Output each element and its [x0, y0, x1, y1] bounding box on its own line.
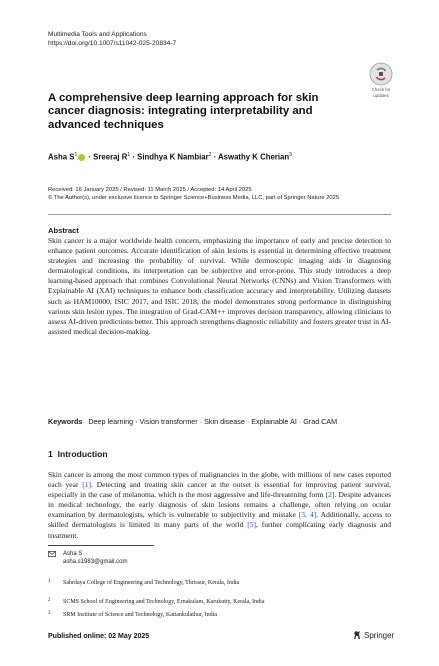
citation-link[interactable]: [2] — [325, 490, 335, 500]
citation-link[interactable]: [3, 4] — [298, 510, 317, 520]
keyword-separator: · — [244, 417, 252, 426]
doi-link[interactable]: https://doi.org/10.1007/s11042-025-20834-7 — [48, 40, 177, 47]
intro-text-segment: Skin cancer is among the most common types of malignancies in the globe, with millions of new cases reported each year — [48, 470, 391, 490]
affiliation-text: Sahrdaya College of Engineering and Technology, Thrissur, Kerala, India — [63, 580, 240, 586]
intro-text-segment: , further complicating early diagnosis and treatment. — [48, 520, 391, 540]
keywords-list — [88, 417, 337, 426]
paper-title: A comprehensive deep learning approach for skin cancer diagnosis: integrating interpretability and advanced techniques — [48, 92, 319, 131]
keyword: Skin disease — [204, 417, 245, 426]
keyword-separator: · — [296, 417, 304, 426]
author-affiliation-mark: 1 — [127, 152, 131, 158]
history-dates: Received: 16 January 2025 / Revised: 11 March 2025 / Accepted: 14 April 2025 — [48, 187, 252, 193]
footnote-divider — [48, 545, 154, 546]
author-affiliation-mark: 1 — [74, 152, 78, 158]
publisher-name: Springer — [364, 631, 395, 640]
abstract-text: Skin cancer is a major worldwide health concern, emphasizing the importance of early and precise detection to enhance patient outcomes. Accurate identification of skin lesions is essential in determining effective treatment strategies and increasing the probability of survival. While dermoscopic imaging aids in diagnosing dermatological conditions, its interpretation can be subjective and error-prone. This study introduces a deep learning-based approach that combines Convolutional Neural Networks (CNNs) and Vision Transformers with Explainable AI (XAI) techniques to enhance both classification accuracy and interpretability. Utilizing datasets such as HAM10000, ISIC 2017, and ISIC 2018, the model demonstrates strong performance in distinguishing various skin lesion types. The integration of Grad-CAM++ improves decision transparency, allowing clinicians to assess AI-driven predictions better. This approach strengthens diagnostic reliability and fosters greater trust in AI-assisted medical decision-making. — [48, 236, 391, 336]
affiliation-number: 3 — [48, 611, 51, 616]
affiliation-number: 1 — [48, 579, 51, 584]
citation-link[interactable]: [1] — [82, 480, 92, 490]
corresponding-email[interactable]: asha.s1983@gmail.com — [63, 559, 128, 565]
keywords-label: Keywords — [48, 417, 83, 426]
author-separator: · — [130, 152, 138, 162]
orcid-icon[interactable] — [78, 154, 85, 161]
affiliation-text: SRM Institute of Science and Technology, Kattankulathur, India — [63, 612, 217, 618]
affiliation-number: 2 — [48, 598, 51, 603]
publisher-logo — [352, 630, 394, 640]
corresponding-name: Asha S — [63, 551, 83, 557]
intro-text-segment: . Despite advances in medical technology, the early diagnosis of skin lesions remains a challenge, often relying on ocular examination by dermatologists, which is vulnerable to subjectivity and mistake — [48, 490, 391, 520]
citation-link[interactable]: [5] — [247, 520, 256, 530]
author-name[interactable]: Sindhya K Nambiar — [137, 152, 209, 162]
badge-label-2: updates — [373, 93, 389, 98]
abstract-heading: Abstract — [48, 226, 79, 235]
envelope-icon — [48, 551, 56, 557]
affiliation-text: SCMS School of Engineering and Technology, Ernakulam, Karukutty, Kerala, India — [63, 599, 265, 605]
section-title: Introduction — [57, 449, 108, 459]
section-heading — [48, 449, 108, 459]
keywords — [48, 417, 391, 426]
author-name[interactable]: Sreeraj R — [93, 152, 128, 162]
intro-text-segment: . Additionally, access to skilled dermatologists is limited in many parts of the world — [48, 510, 392, 530]
author-name[interactable]: Asha S — [48, 152, 75, 162]
keyword: Deep learning — [88, 417, 134, 426]
check-for-updates-badge[interactable] — [364, 62, 398, 98]
keyword: Grad CAM — [303, 417, 338, 426]
article-dates — [48, 186, 339, 203]
corresponding-author — [48, 550, 127, 566]
author-affiliation-mark: 3 — [289, 152, 292, 158]
author-separator: · — [211, 152, 219, 162]
introduction-text — [48, 470, 391, 541]
header-divider — [48, 214, 391, 215]
affiliation-item — [48, 597, 264, 606]
keyword-separator: · — [133, 417, 140, 426]
affiliation-item — [48, 610, 217, 619]
journal-header — [48, 30, 176, 48]
author-name[interactable]: Aswathy K Cherian — [218, 152, 290, 162]
copyright-notice: © The Author(s), under exclusive licence to Springer Science+Business Media, LLC, part of Springer Nature 2025 — [48, 195, 340, 202]
published-date: Published online: 02 May 2025 — [48, 633, 150, 640]
author-separator: · — [86, 152, 94, 162]
keyword: Vision transformer — [139, 417, 198, 426]
author-affiliation-mark: 2 — [208, 152, 212, 158]
intro-text-segment: . Detecting and treating skin cancer at the outset is essential for improving patient survival, especially in the case of melanoma, which is the most aggressive and life-threatening form — [48, 480, 391, 500]
springer-horse-icon — [352, 630, 362, 640]
keyword-separator: · — [197, 417, 205, 426]
keyword: Explainable AI — [251, 417, 297, 426]
journal-name: Multimedia Tools and Applications — [48, 31, 147, 38]
check-for-updates-icon — [369, 62, 393, 86]
author-list — [48, 152, 292, 162]
affiliation-item — [48, 578, 239, 587]
section-number: 1 — [48, 449, 53, 459]
badge-label-1: Check for — [371, 87, 391, 92]
